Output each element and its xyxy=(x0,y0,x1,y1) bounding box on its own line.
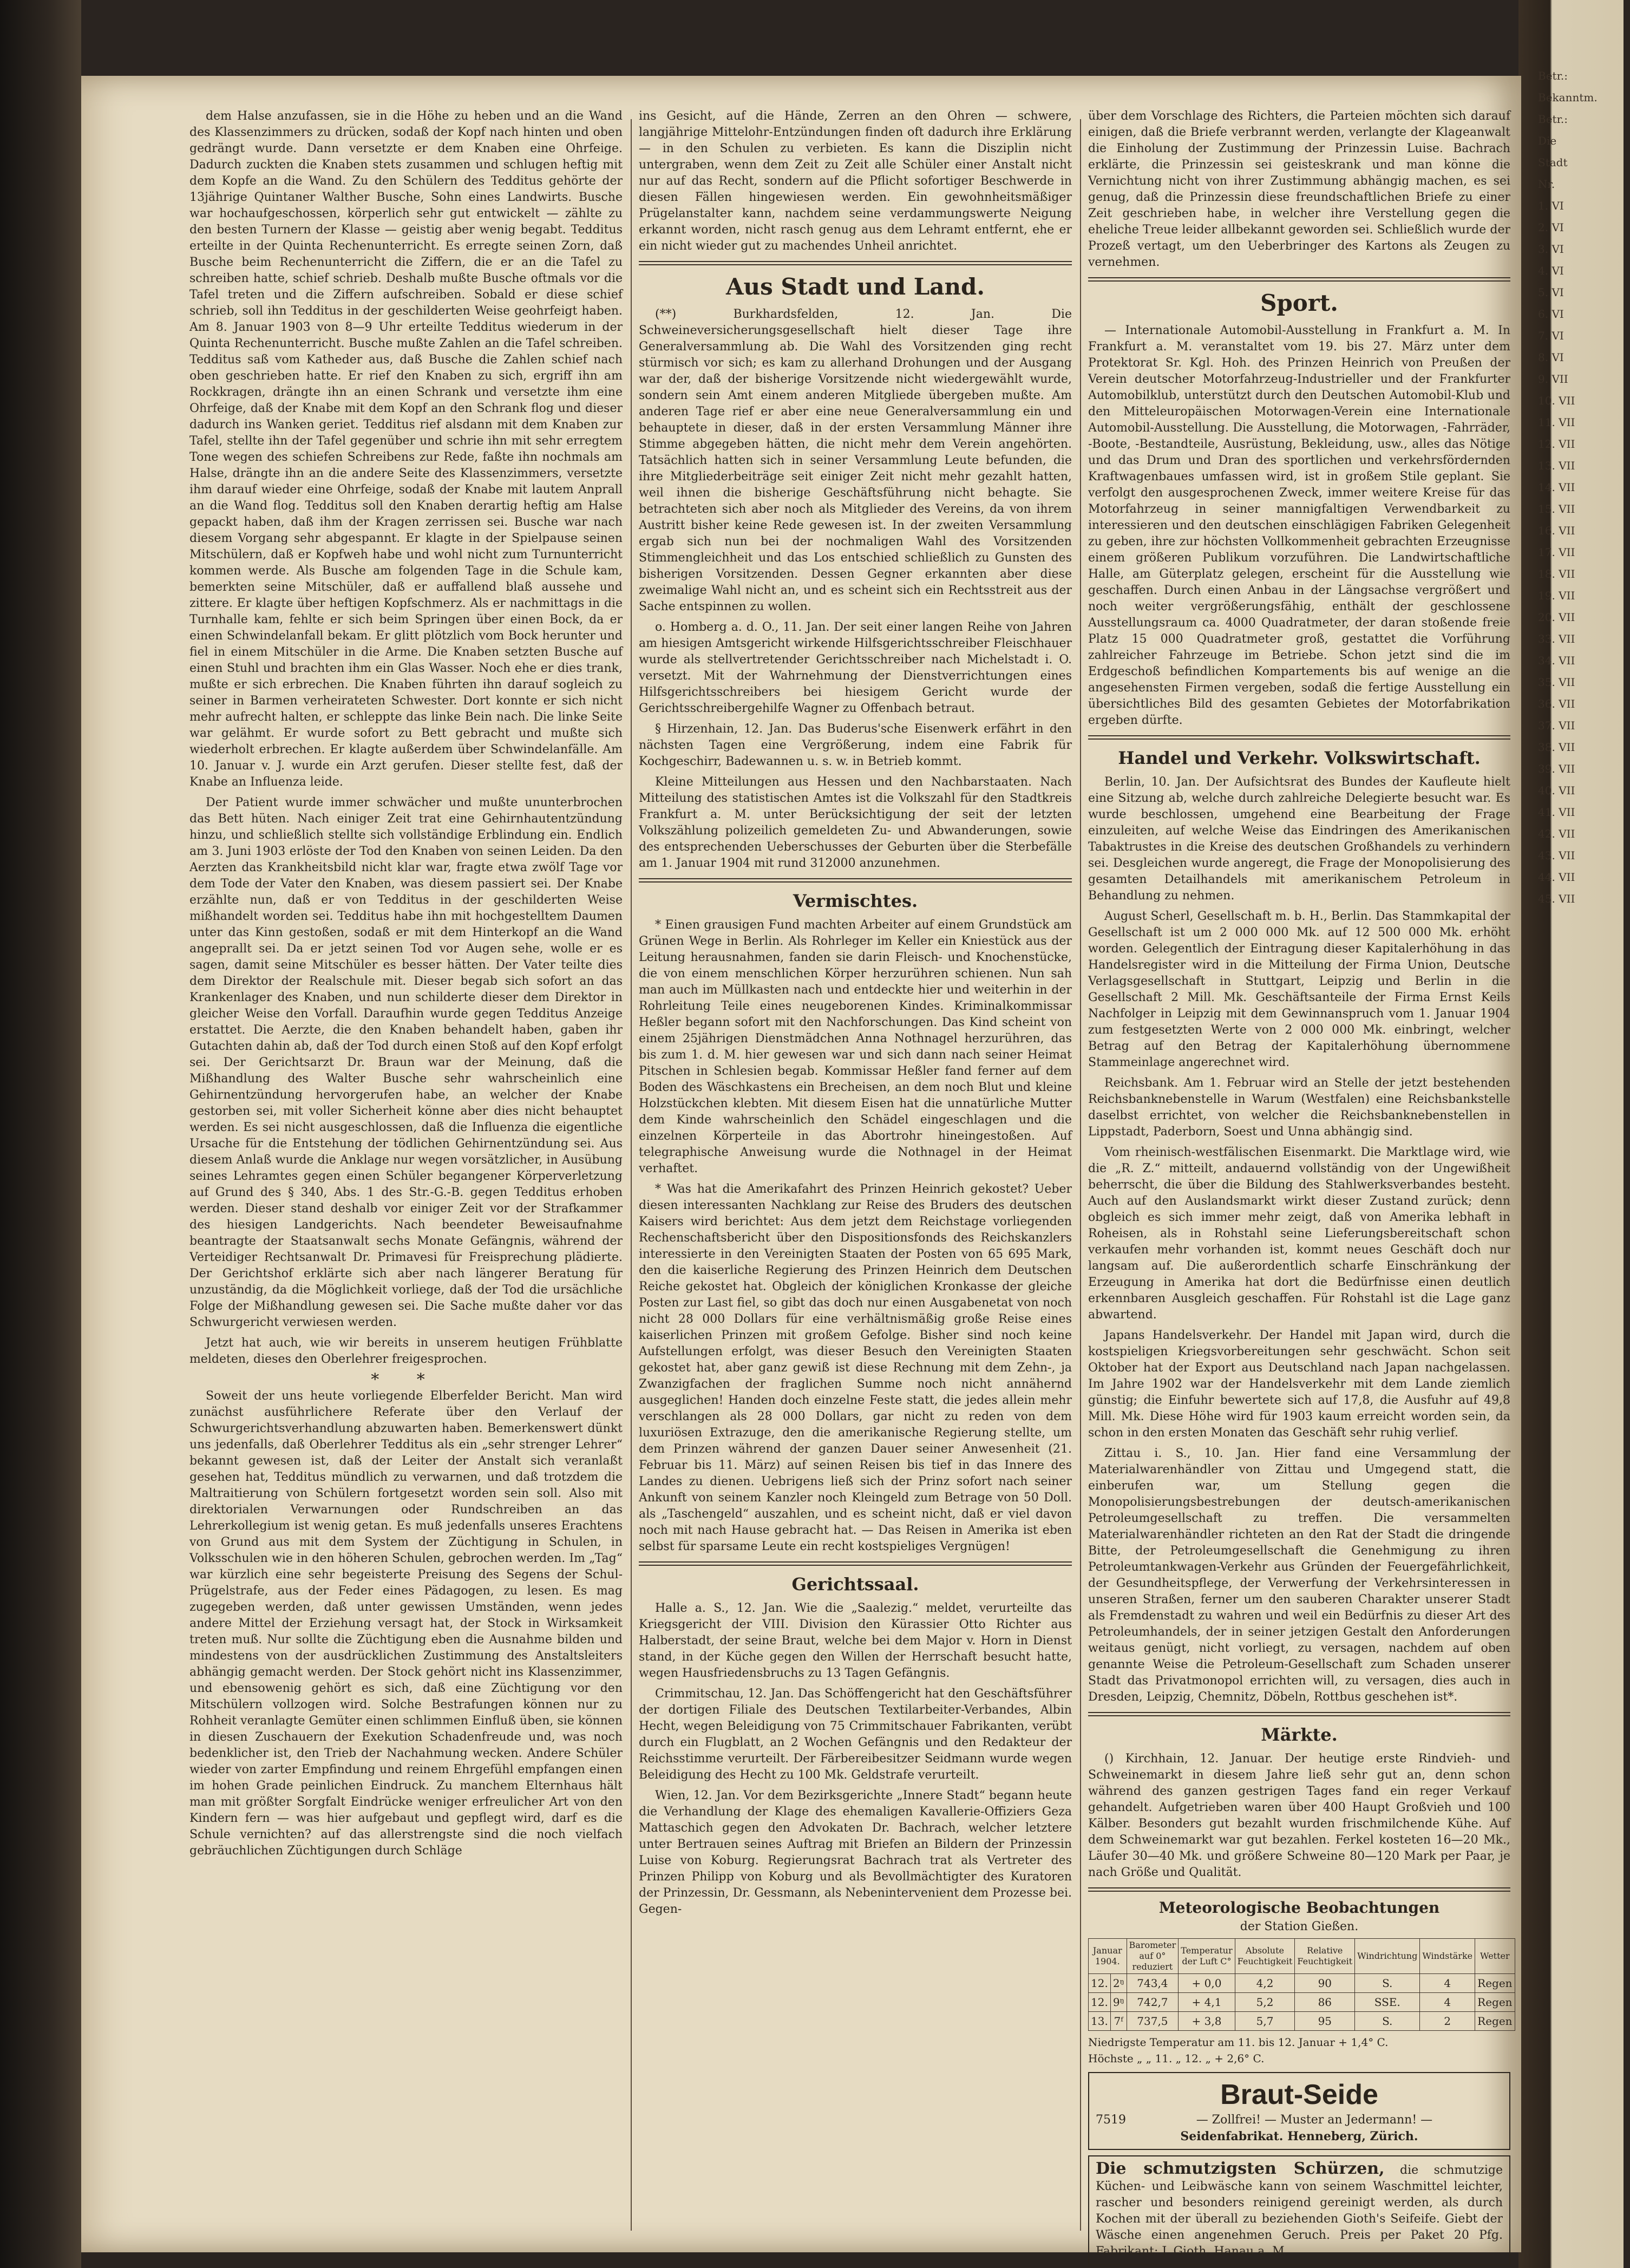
news-item: — Internationale Automobil-Ausstellung in Frankfurt a. M. In Frankfurt a. M. veranstaltet vom 19. bis 27. März unter dem Protektorat Sr. Kgl. Hoh. des Prinzen Heinrich von Preußen der Verein deutscher Motorfahrzeug-Industrieller und der Frankfurter Automobilklub, unterstützt durch den Deutschen Automobil-Klub und den Mitteleuropäischen Motorwagen-Verein eine Internationale Automobil-Ausstellung. Die Ausstellung, die Motorwagen, -Fahrräder, -Boote, -Bestandteile, Ausrüstung, Bekleidung, usw., alles das Nötige und das Drum und Dran des sportlichen und verkehrsfördernden Kraftwagenbaues umfassen wird, ist in großem Stile geplant. Sie verfolgt den ausgesprochenen Zweck, immer weitere Kreise für das Motorfahrzeug in seiner mannigfaltigen Verwendbarkeit zu interessieren und den deutschen einschlägigen Fabriken Gelegenheit zu geben, ihre zur höchsten Vollkommenheit gebrachten Erzeugnisse einem größeren Publikum vorzuführen. Die Landwirtschaftliche Halle, am Güterplatz gelegen, erscheint für die Ausstellung wie geschaffen. Durch einen Anbau in der Längsachse vergrößert und noch weiter vergrößerungsfähig, enthält der geschlossene Ausstellungsraum ca. 4000 Quadratmeter, der daran stoßende freie Platz 15 000 Quadratmeter groß, gestattet die Vorführung zahlreicher Fahrzeuge im Betriebe. Schon jetzt sind die im Erdgeschoß befindlichen Kompartements bis auf wenige an die angesehensten Firmen vergeben, sodaß die fertige Ausstellung ein übersichtliches Bild des gesamten Gebietes der Motorfabrikation ergeben dürfte. xyxy=(1088,324,1510,727)
weather-row xyxy=(1089,2012,1515,2031)
news-item: Japans Handelsverkehr. Der Handel mit Japan wird, durch die kostspieligen Kriegsvorbereitungen sehr geschwächt. Schon seit Oktober hat der Export aus Deutschland nach Japan nachgelassen. Im Jahre 1902 war der Handelsverkehr mit dem Lande ziemlich günstig; die Einfuhr bewertete sich auf 17,8, die Ausfuhr auf 49,8 Mill. Mk. Diese Höhe wird für 1903 kaum erreicht worden sein, da schon in den ersten Monaten das Geschäft sehr ruhig verlief. xyxy=(1088,1329,1510,1440)
margin-fragment: 11. VII xyxy=(1538,416,1575,429)
weather-cell: 95 xyxy=(1295,2012,1355,2031)
weather-cell: 2 xyxy=(1420,2012,1475,2031)
weather-row xyxy=(1089,1974,1515,1993)
margin-fragment: 39. VII xyxy=(1538,762,1575,775)
weather-column-header: Windrichtung xyxy=(1355,1939,1420,1974)
weather-cell: + 3,8 xyxy=(1179,2012,1235,2031)
weather-cell: + 0,0 xyxy=(1179,1974,1235,1993)
advertisement-braut-seide xyxy=(1088,2072,1510,2150)
weather-cell: Regen xyxy=(1475,2012,1515,2031)
weather-subtitle: der Station Gießen. xyxy=(1240,1920,1359,1933)
news-item: Crimmitschau, 12. Jan. Das Schöffengericht hat den Geschäftsführer der dortigen Filiale des Deutschen Textilarbeiter-Verbandes, Albin Hecht, wegen Beleidigung von 75 Crimmitschauer Fabrikanten, verübt durch ein Flugblatt, an 2 Wochen Gefängnis und den Redakteur der Reichsstimme verurteilt. Der Färbereibesitzer Seidmann wurde wegen Beleidigung des Hecht zu 100 Mk. Geldstrafe verurteilt. xyxy=(639,1687,1072,1782)
weather-cell: S. xyxy=(1355,2012,1420,2031)
weather-cell: 12. xyxy=(1089,1993,1111,2012)
ad-number: 7519 xyxy=(1096,2113,1126,2127)
next-page-edge xyxy=(1518,0,1624,2268)
news-item: Reichsbank. Am 1. Februar wird an Stelle der jetzt bestehenden Reichsbanknebenstelle in Warum (Westfalen) eine Reichsbankstelle daselbst errichtet, von welcher die Reichsbanknebenstellen in Lippstadt, Paderborn, Soest und Unna abhängig sind. xyxy=(1088,1076,1510,1139)
news-item: § Hirzenhain, 12. Jan. Das Buderus'sche Eisenwerk erfährt in den nächsten Tagen eine Vergrößerung, indem eine Fabrik für Kochgeschirr, Badewannen u. s. w. in Betrieb kommt. xyxy=(639,722,1072,768)
col1-commentary xyxy=(189,1388,623,1859)
weather-row xyxy=(1089,1993,1515,2012)
market-news xyxy=(1088,1751,1510,1881)
margin-fragment: 17. VII xyxy=(1538,546,1575,559)
trade-news xyxy=(1088,774,1510,1705)
ad-title: Braut-Seide xyxy=(1220,2079,1378,2110)
section-heading-local: Aus Stadt und Land. xyxy=(725,273,985,300)
margin-fragment: 2. VI xyxy=(1538,221,1564,234)
weather-cell: 5,2 xyxy=(1235,1993,1295,2012)
margin-fragment: 6. VI xyxy=(1538,308,1564,321)
article-paragraph: dem Halse anzufassen, sie in die Höhe zu heben und an die Wand des Klassenzimmers zu drücken, sodaß der Kopf nach hinten und oben gedrängt wurde. Dann versetzte er dem Knaben eine Ohrfeige. Dadurch zuckten die Knaben stets zusammen und schlugen heftig mit dem Kopfe an die Wand. Zu den Schülern des Tedditus gehörte der 13jährige Quintaner Walther Busche, Sohn eines Landwirts. Busche war hochaufgeschossen, körperlich sehr gut entwickelt — zählte zu den besten Turnern der Klasse — geistig aber wenig begabt. Tedditus erteilte in der Quinta Rechenunterricht. Es erregte seinen Zorn, daß Busche beim Rechenunterricht die Ziffern, die er an die Tafel zu schreiben hatte, schief schrieb. Deshalb mußte Busche oftmals vor die Tafel treten und die Ziffern aufschreiben. Sobald er diese schief schrieb, soll ihn Tedditus in der geschilderten Weise geohrfeigt haben. Am 8. Januar 1903 von 8—9 Uhr erteilte Tedditus wiederum in der Quinta Rechenunterricht. Busche mußte Zahlen an die Tafel schreiben. Tedditus saß vom Katheder aus, daß Busche die Zahlen schief nach oben geschrieben hatte. Er rief den Knaben zu sich, ergriff ihn am Rockkragen, drängte ihn an einen Schrank und versetzte ihm eine Ohrfeige, daß der Knabe mit dem Kopf an den Schrank flog und dieser dadurch ins Wanken geriet. Tedditus rief alsdann mit dem Knaben zur Tafel, stellte ihn der Tafel gegenüber und schrie ihn mit sehr erregtem Tone wegen des schiefen Schreibens zur Rede, faßte ihn nochmals am Halse, drängte ihn an die andere Seite des Klassenzimmers, versetzte ihm darauf wieder eine Ohrfeige, sodaß der Knabe mit lautem Anprall an die Wand flog. Tedditus soll den Knaben derartig heftig am Halse gepackt haben, daß ihm der Kragen zerrissen sei. Busche war nach diesem Vorgang sehr abgespannt. Er klagte in der Spielpause seinen Mitschülern, daß er Kopfweh habe und wohl nicht zum Turnunterricht kommen werde. Als Busche am folgenden Tage in die Schule kam, bemerkten seine Mitschüler, daß er auffallend blaß aussehe und zittere. Er klagte über heftigen Kopfschmerz. Als er nachmittags in die Turnhalle kam, fehlte er sich beim Springen über einen Bock, da er einen Schwindelanfall bekam. Er glitt plötzlich vom Bock herunter und fiel in einem Mitschüler in die Arme. Die Knaben setzten Busche auf einen Stuhl und brachten ihm ein Glas Wasser. Noch ehe er dies trank, mußte er sich erbrechen. Die Knaben führten ihn darauf sogleich zu seiner in Barmen verheirateten Schwester. Dort konnte er sich nicht mehr aufrecht halten, er schleppte das linke Bein nach. Die linke Seite war gelähmt. Er wurde sofort zu Bett gebracht und mußte sich wiederholt erbrechen. Er klagte außerdem über Schwindelanfälle. Am 10. Januar v. J. wurde ein Arzt gerufen. Dieser stellte fest, daß der Knabe an Influenza leide. xyxy=(189,109,623,789)
col1-article xyxy=(189,108,623,1368)
weather-cell: 737,5 xyxy=(1127,2012,1179,2031)
weather-column-header: Relative Feuchtigkeit xyxy=(1295,1939,1355,1974)
section-rule xyxy=(1088,735,1510,740)
margin-fragment: Stadt xyxy=(1538,156,1568,169)
news-item: Berlin, 10. Jan. Der Aufsichtsrat des Bundes der Kaufleute hielt eine Sitzung ab, welche durch zahlreiche Delegierte besucht war. Es wurde beschlossen, umgehend eine Bearbeitung der Frage einzuleiten, auf welche Weise das Eindringen des Amerikanischen Tabaktrustes in die Kreise des deutschen Großhandels zu verhindern sei. Desgleichen wurde angeregt, die Frage der Monopolisierung des gesamten Detailhandels mit amerikanischem Petroleum in Behandlung zu nehmen. xyxy=(1088,775,1510,903)
court-news xyxy=(639,1600,1072,1918)
margin-fragment: 15. VII xyxy=(1538,502,1575,515)
section-rule xyxy=(639,261,1072,265)
section-rule xyxy=(1088,277,1510,282)
weather-column-header: Januar 1904. xyxy=(1089,1939,1127,1974)
news-item: Halle a. S., 12. Jan. Wie die „Saalezig.“ meldet, verurteilte das Kriegsgericht der VIII. Division den Kürassier Otto Richter aus Halberstadt, der seine Braut, welche bei dem Major v. Horn in Dienst stand, in der Küche gegen den Willen der Herrschaft besucht hatte, wegen Hausfriedensbruchs zu 13 Tagen Gefängnis. xyxy=(639,1602,1072,1680)
weather-cell: 4,2 xyxy=(1235,1974,1295,1993)
news-item: Wien, 12. Jan. Vor dem Bezirksgerichte „Innere Stadt“ begann heute die Verhandlung der Klage des ehemaligen Kavallerie-Offiziers Geza Mattaschich gegen den Advokaten Dr. Bachrach, welcher letztere unter Bertrauen seines Auftrag mit Briefen an Bildern der Prinzessin Luise von Koburg. Regierungsrat Bachrach trat als Vertreter des Prinzen Philipp von Koburg und als Bevollmächtigter des Kuratoren der Prinzessin, Dr. Gessmann, als Nebenintervenient dem Prozesse bei. Gegen- xyxy=(639,1789,1072,1916)
weather-cell: 7ᶠ xyxy=(1110,2012,1127,2031)
weather-cell: 743,4 xyxy=(1127,1974,1179,1993)
weather-table xyxy=(1088,1938,1515,2031)
section-rule xyxy=(1088,1712,1510,1716)
margin-fragment: 13. VII xyxy=(1538,459,1575,472)
margin-fragment: 41. VII xyxy=(1538,806,1575,819)
margin-fragment: 45. VII xyxy=(1538,892,1575,905)
news-item: o. Homberg a. d. O., 11. Jan. Der seit einer langen Reihe von Jahren am hiesigen Amtsgericht wirkende Hilfsgerichtsschreiber Fleischhauer wurde als stellvertretender Gerichtsschreiber nach Michelstadt i. O. versetzt. Mit der Wahrnehmung der Dienstverrichtungen eines Hilfsgerichtsschreibers bei hiesigem Gericht wurde der Gerichtsschreibergehilfe Wagner zu Offenbach betraut. xyxy=(639,620,1072,715)
weather-footer-min: Niedrigste Temperatur am 11. bis 12. Januar + 1,4° C. xyxy=(1088,2036,1389,2049)
news-item: (**) Burkhardsfelden, 12. Jan. Die Schweineversicherungsgesellschaft hielt dieser Tage ihre Generalversammlung ab. Die Wahl des Vorsitzenden ging recht stürmisch vor sich; es kam zu allerhand Drohungen und der Ausgang war der, daß der bisherige Vorsitzende nicht wiedergewählt wurde, sondern sein Amt einem anderen Mitgliede übergeben mußte. Am anderen Tage rief er aber eine neue Generalversammlung ein und behauptete in dieser, daß in der ersten Versammlung Männer ihre Stimme abgegeben hätten, die nicht mehr dem Verein angehörten. Tatsächlich hatten sich in seiner Versammlung Leute befunden, die ihre Mitgliederbeiträge seit einiger Zeit nicht mehr gezahlt hatten, weil ihnen die bisherige Geschäftsführung nicht behagte. Sie betrachteten sich aber noch als Mitglieder des Vereins, da von ihrem Austritt bisher keine Rede gewesen ist. In der zweiten Versammlung ergab sich nun bei der nochmaligen Wahl des Vorsitzenden Stimmengleichheit und das Los entschied schließlich zu Gunsten des bisherigen Vorsitzenden. Dessen Gegner erkannten aber diese zweimalige Wahl nicht an, und es scheint sich ein Rechtsstreit aus der Sache entspinnen zu wollen. xyxy=(639,308,1072,613)
section-rule xyxy=(639,878,1072,883)
weather-cell: 4 xyxy=(1420,1974,1475,1993)
margin-fragment: 44. VII xyxy=(1538,871,1575,884)
news-item: * Einen grausigen Fund machten Arbeiter auf einem Grundstück am Grünen Wege in Berlin. Als Rohrleger im Keller ein Kniestück aus der Leitung herausnahmen, fanden sie darin Fleisch- und Knochenstücke, die von einem menschlichen Körper herzurühren schienen. Nun sah man auch im Müllkasten nach und entdeckte hier und weiterhin in der Rohrleitung Teile eines neugeborenen Kindes. Kriminalkommissar Heßler begann sofort mit den Nachforschungen. Das Kind scheint von einem 25jährigen Dienstmädchen Anna Nothnagel herzurühren, das bis zum 1. d. M. hier gewesen war und sich dann nach seiner Heimat Pitschen in Schlesien begab. Kommissar Heßler fand ferner auf dem Boden des Wäschkastens ein Brecheisen, an dem noch Blut und kleine Holzstückchen klebten. Mit diesem Eisen hat die unnatürliche Mutter dem Kinde wahrscheinlich den Schädel eingeschlagen und die einzelnen Körperteile in das Abortrohr hineingestoßen. Auf telegraphische Anweisung wurde die Nothnagel in der Heimat verhaftet. xyxy=(639,918,1072,1175)
ad-line-2: Seidenfabrikat. Henneberg, Zürich. xyxy=(1180,2129,1418,2143)
local-news xyxy=(639,306,1072,872)
weather-cell: 742,7 xyxy=(1127,1993,1179,2012)
weather-cell: 9ᵑ xyxy=(1110,1993,1127,2012)
col3-intro: über dem Vorschlage des Richters, die Parteien möchten sich darauf einigen, daß die Briefe verbrannt werden, verlangte der Klageanwalt die Einholung der Zustimmung der Prinzessin Luise. Bachrach erklärte, die Prinzessin sei geisteskrank und man könne die Vernichtung nicht von ihrer Zustimmung abhängig machen, es sei genug, daß die Prinzessin diese freundschaftlichen Briefe zu einer Zeit geschrieben habe, in welcher ihre Verstellung gegen die eheliche Treue leider allbekannt geworden sei. Schließlich wurde der Prozeß vertagt, um den Ueberbringer des Kartons als Zeugen zu vernehmen. xyxy=(1088,109,1510,269)
news-item: August Scherl, Gesellschaft m. b. H., Berlin. Das Stammkapital der Gesellschaft ist um 2 000 000 Mk. auf 12 500 000 Mk. erhöht worden. Gelegentlich der Eintragung dieser Kapitalerhöhung in das Handelsregister wird in die Mitteilung der Firma Union, Deutsche Verlagsgesellschaft in Stuttgart, Leipzig und Berlin in die Gesellschaft 2 Mill. Mk. Geschäftsanteile der Firma Ernst Keils Nachfolger in Leipzig mit dem Gewinnanspruch vom 1. Januar 1904 zum festgesetzten Werte von 2 000 000 Mk. einbringt, welcher Betrag auf den Betrag der Kapitalerhöhung übernommene Stammeinlage angerechnet wird. xyxy=(1088,910,1510,1069)
next-page-margin-text xyxy=(1538,65,1630,910)
newspaper-page xyxy=(81,76,1521,2258)
news-item: () Kirchhain, 12. Januar. Der heutige erste Rindvieh- und Schweinemarkt in diesem Jahre ließ sehr gut an, denn schon während des ganzen gestrigen Tages fand ein reger Verkauf gehandelt. Aufgetrieben waren über 400 Haupt Großvieh und 100 Kälber. Besonders gut bezahlt wurden frischmilchende Kühe. Auf dem Schweinemarkt war gut bezahlen. Ferkel kosteten 16—20 Mk., Läufer 30—40 Mk. und größere Schweine 80—120 Mark per Paar, je nach Größe und Qualität. xyxy=(1088,1752,1510,1879)
margin-fragment: 38. VII xyxy=(1538,741,1575,754)
misc-news xyxy=(639,917,1072,1555)
margin-fragment: 5. VI xyxy=(1538,286,1564,299)
column-3 xyxy=(1088,108,1513,2258)
weather-cell: Regen xyxy=(1475,1974,1515,1993)
margin-fragment: 20. VII xyxy=(1538,611,1575,624)
margin-fragment: Betr.: xyxy=(1538,113,1568,126)
margin-fragment: 16. VII xyxy=(1538,524,1575,537)
article-paragraph: Der Patient wurde immer schwächer und mußte ununterbrochen das Bett hüten. Nach einiger Zeit trat eine Gehirnhautentzündung hinzu, und schließlich stellte sich vollständige Erblindung ein. Endlich am 3. Juni 1903 erlöste der Tod den Knaben von seinen Leiden. Da den Aerzten das Krankheitsbild nicht klar war, fragte etwa zwölf Tage vor dem Tode der Vater den Knaben, was diesem passiert sei. Der Knabe erzählte nun, daß er von Tedditus in der geschilderten Weise mißhandelt worden sei. Tedditus habe ihn mit hochgestelltem Daumen unter das Kinn gestoßen, sodaß er mit dem Hinterkopf an die Wand angeprallt sei. Da er jetzt seinen Tod vor Augen sehe, wolle er es sagen, damit seine Mitschüler es besser hätten. Der Vater teilte dies dem Direktor der Realschule mit. Dieser begab sich sofort an das Krankenlager des Knaben, und nun schilderte dieser dem Direktor in gleicher Weise den Vorfall. Daraufhin wurde gegen Tedditus Anzeige erstattet. Die Aerzte, die den Knaben behandelt haben, gaben ihr Gutachten dahin ab, daß der Tod durch einen Stoß auf den Kopf erfolgt sei. Der Gerichtsarzt Dr. Braun war der Meinung, daß die Mißhandlung des Walter Busche sehr wahrscheinlich eine Gehirnentzündung hervorgerufen habe, an welcher der Knabe gestorben sei, mit voller Sicherheit könne aber dies nicht behauptet werden. Es sei nicht ausgeschlossen, daß die Influenza die eigentliche Ursache für die Entstehung der tödlichen Gehirnentzündung sei. Aus diesem Anlaß wurde die Anklage nur wegen vorsätzlicher, in Ausübung seines Lehramtes gegen einen Schüler begangener Körperverletzung auf Grund des § 340, Abs. 1 des Str.-G.-B. gegen Tedditus erhoben werden. Dieser stand deshalb vor einiger Zeit vor der Strafkammer des hiesigen Landgerichts. Nach beendeter Beweisaufnahme beantragte der Staatsanwalt sechs Monate Gefängnis, während der Verteidiger Rechtsanwalt Dr. Primavesi für Freisprechung plädierte. Der Gerichtshof erklärte sich aber nach längerer Beratung für unzuständig, da die Möglichkeit vorliege, daß der Tod die ursächliche Folge der Mißhandlung gewesen sei. Die Sache mußte daher vor das Schwurgericht verwiesen werden. xyxy=(189,796,623,1329)
weather-column-header: Absolute Feuchtigkeit xyxy=(1235,1939,1295,1974)
col2-intro: ins Gesicht, auf die Hände, Zerren an den Ohren — schwere, langjährige Mittelohr-Entzündungen finden oft dadurch ihre Erklärung — in den Schulen zu verbieten. Es kann die Disziplin nicht untergraben, wenn dem Zeit zu Zeit alle Schüler einer Anstalt nicht nur auf das Recht, sondern auf die Pflicht sofortiger Beschwerde in diesen Fällen hingewiesen werden. Ein gewohnheitsmäßiger Prügelanstalter kann, nachdem seine verdammungswerte Neigung erkannt worden, nicht rasch genug aus dem Lehramt entfernt, ehe er ein nicht wieder gut zu machendes Unheil anrichtet. xyxy=(639,109,1072,253)
margin-fragment: 1. VI xyxy=(1538,199,1564,212)
margin-fragment: 19. VII xyxy=(1538,589,1575,602)
margin-fragment: 4. VI xyxy=(1538,264,1564,277)
weather-cell: 12. xyxy=(1089,1974,1111,1993)
section-heading-markets: Märkte. xyxy=(1261,1724,1338,1745)
column-rule xyxy=(1080,119,1081,2231)
margin-fragment: 37. VII xyxy=(1538,719,1575,732)
weather-column-header: Barometer auf 0° reduziert xyxy=(1127,1939,1179,1974)
margin-fragment: 14. VII xyxy=(1538,481,1575,494)
ad-line-1: — Zollfrei! — Muster an Jedermann! — xyxy=(1196,2113,1433,2127)
article-paragraph: Soweit der uns heute vorliegende Elberfelder Bericht. Man wird zunächst ausführlichere Referate über den Verlauf der Schwurgerichtsverhandlung abzuwarten haben. Bemerkenswert dünkt uns jedenfalls, daß Oberlehrer Tedditus als ein „sehr strenger Lehrer“ bekannt gewesen ist, daß der Leiter der Anstalt sich veranlaßt gesehen hat, Tedditus mündlich zu verwarnen, und daß trotzdem die Maltraitierung von Schülern fortgesetzt worden sein soll. Also mit direktorialen Verwarnungen oder Rundschreiben an das Lehrerkollegium ist wenig getan. Es muß jedenfalls unseres Erachtens von Grund aus mit dem System der Züchtigung in Schulen, in Volksschulen wie in den höheren Schulen, gebrochen werden. Im „Tag“ war kürzlich eine sehr begeisterte Preisung des Segens der Schul-Prügelstrafe, aus der Feder eines Pädagogen, zu lesen. Es mag zugegeben werden, daß unter gewissen Umständen, wenn jedes andere Mittel der Erziehung versagt hat, der Stock in Wirksamkeit treten muß. Nur sollte die Züchtigung eben die Ausnahme bilden und mindestens von der ausdrücklichen Zustimmung des Anstaltsleiters abhängig gemacht werden. Der Stock gehört nicht ins Klassenzimmer, und ebensowenig gehört es sich, daß eine Züchtigung vor den Mitschülern vollzogen wird. Solche Bestrafungen können nur zu Rohheit veranlagte Gemüter einen schlimmen Einfluß üben, sie können in diesen Zuschauern der Exekution Schadenfreude und, was noch bedenklicher ist, den Trieb der Nachahmung wecken. Andere Schüler wieder von zarter Empfindung und reinem Ehrgefühl empfangen einen im hohen Grade peinlichen Eindruck. Zu manchem Elternhaus hält man mit größter Sorgfalt Eindrücke weniger erfreulicher Art von den Kindern fern — was hier aufgebaut und gepflegt wird, darf es die Schule vernichten? auf das allerstrengste sind die noch vielfach gebräuchlichen Züchtigungen durch Schläge xyxy=(189,1389,623,1858)
margin-fragment: 10. VII xyxy=(1538,394,1575,407)
margin-fragment: 43. VII xyxy=(1538,849,1575,862)
section-divider-stars: * * xyxy=(371,1370,441,1389)
weather-cell: Regen xyxy=(1475,1993,1515,2012)
section-heading-sport: Sport. xyxy=(1260,290,1338,316)
weather-cell: 4 xyxy=(1420,1993,1475,2012)
weather-cell: 5,7 xyxy=(1235,2012,1295,2031)
weather-cell: 2ᵑ xyxy=(1110,1974,1127,1993)
section-heading-court: Gerichtssaal. xyxy=(791,1574,919,1594)
margin-fragment: Nr. xyxy=(1538,178,1555,191)
news-item: Zittau i. S., 10. Jan. Hier fand eine Versammlung der Materialwarenhändler von Zittau und Umgegend statt, die einberufen war, um Stellung gegen die Monopolisierungsbestrebungen der deutsch-amerikanischen Petroleumgesellschaft zu treffen. Die versammelten Materialwarenhändler richteten an den Rat der Stadt die dringende Bitte, der Petroleumgesellschaft die Genehmigung zu ihren Petroleumtankwagen-Verkehr aus Gründen der Feuergefährlichkeit, der Gesundheitspflege, der Verwerfung der Verkehrsinteressen in unseren Straßen, ferner um den sauberen Charakter unserer Stadt als Fremdenstadt zu wahren und weil ein Bedürfnis zu dieser Art des Petroleumhandels, der in seiner jetzigen Gestalt den Anforderungen weitaus genügt, nicht vorliegt, zu versagen, nachdem auf oben genannte Weise die Petroleum-Gesellschaft zum Schaden unserer Stadt das Privatmonopol errichten will, zu versagen, dies auch in Dresden, Leipzig, Chemnitz, Döbeln, Rottbus geschehen ist*. xyxy=(1088,1447,1510,1704)
weather-column-header: Temperatur der Luft C° xyxy=(1179,1939,1235,1974)
ad2-text: die schmutzige Küchen- und Leibwäsche kann von seinem Waschmittel leichter, rascher und besonders reinigend gereinigt werden, als durch Kochen mit der überall zu beziehenden Gioth's Seifeife. Giebt der Wäsche einen angenehmen Geruch. Preis per Paket 20 Pfg. Fabrikant: J. Gioth, Hanau a. M. xyxy=(1096,2164,1503,2258)
weather-cell: 86 xyxy=(1295,1993,1355,2012)
weather-box xyxy=(1088,1898,1513,2067)
weather-cell: S. xyxy=(1355,1974,1420,1993)
column-1 xyxy=(189,108,623,2241)
margin-fragment: 7. VI xyxy=(1538,329,1564,342)
margin-fragment: 9. VII xyxy=(1538,372,1568,385)
section-rule xyxy=(639,1561,1072,1566)
article-paragraph: Jetzt hat auch, wie wir bereits in unserem heutigen Frühblatte meldeten, dieses den Oberlehrer freigesprochen. xyxy=(189,1336,623,1366)
margin-fragment: 42. VII xyxy=(1538,827,1575,840)
margin-fragment: Die xyxy=(1538,134,1557,147)
section-rule xyxy=(1088,1887,1510,1892)
weather-cell: 13. xyxy=(1089,2012,1111,2031)
margin-fragment: 35. VII xyxy=(1538,676,1575,689)
weather-column-header: Windstärke xyxy=(1420,1939,1475,1974)
margin-fragment: 36. VII xyxy=(1538,697,1575,710)
margin-fragment: Betr.: xyxy=(1538,69,1568,82)
weather-footer-max: Höchste „ „ 11. „ 12. „ + 2,6° C. xyxy=(1088,2052,1265,2065)
section-heading-trade: Handel und Verkehr. Volkswirtschaft. xyxy=(1118,748,1481,768)
weather-cell: SSE. xyxy=(1355,1993,1420,2012)
column-rule xyxy=(631,119,632,2231)
margin-fragment: 33. VII xyxy=(1538,632,1575,645)
ad2-title: Die schmutzigsten Schürzen, xyxy=(1096,2159,1385,2178)
margin-fragment: 18. VII xyxy=(1538,567,1575,580)
margin-fragment: 12. VII xyxy=(1538,437,1575,450)
margin-fragment: 3. VI xyxy=(1538,243,1564,256)
news-item: Kleine Mitteilungen aus Hessen und den Nachbarstaaten. Nach Mitteilung des statistischen Amtes ist die Volkszahl für den Stadtkreis Frankfurt a. M. unter Berücksichtigung der seit der letzten Volkszählung polizeilich gemeldeten Zu- und Abwanderungen, sowie des entsprechenden Ueberschusses der Geburten über die Sterbefälle am 1. Januar 1904 mit rund 312000 anzunehmen. xyxy=(639,775,1072,870)
weather-cell: 90 xyxy=(1295,1974,1355,1993)
weather-cell: + 4,1 xyxy=(1179,1993,1235,2012)
weather-title: Meteorologische Beobachtungen xyxy=(1158,1899,1440,1917)
book-binding-left xyxy=(0,0,81,2268)
margin-fragment: 40. VII xyxy=(1538,784,1575,797)
advertisement-schuerzen xyxy=(1088,2155,1510,2265)
news-item: * Was hat die Amerikafahrt des Prinzen Heinrich gekostet? Ueber diesen interessanten Nachklang zur Reise des Bruders des deutschen Kaisers wird berichtet: Aus dem jetzt dem Reichstage vorliegenden Rechenschaftsbericht über den Dispositionsfonds des Reichskanzlers interessierte in den Vereinigten Staaten der Posten von 65 695 Mark, den die kaiserliche Regierung des Prinzen Heinrich dem Deutschen Reiche gekostet hat. Obgleich der königlichen Kronkasse der gleiche Posten zur Last fiel, so gibt das doch nur einen Ausgabenetat von noch nicht 28 000 Dollars für eine verhältnismäßig große Reise eines kaiserlichen Prinzen mit großem Gefolge. Bisher sind noch keine Aufstellungen erfolgt, was dieser Besuch den Vereinigten Staaten gekostet hat, aber ganz gewiß ist diese Rechnung mit dem Zehn-, ja Zwanzigfachen der fraglichen Summe noch nicht annähernd ausgeglichen! Handen doch einzelne Feste statt, die jedes allein mehr verschlangen als 28 000 Dollars, gar nicht zu reden von dem luxuriösen Extrazuge, den die amerikanische Regierung stellte, um dem Prinzen während der ganzen Dauer seiner Anwesenheit (21. Februar bis 11. März) auf seinen Reisen bis tief in das Innere des Landes zu dienen. Uebrigens ließ sich der Prinz sofort nach seiner Ankunft von seinem Kanzler noch Kleingeld zum Betrage von 50 Doll. als „Taschengeld“ auszahlen, und es scheint nicht, daß er viel davon noch mit nach Hause gebracht hat. — Das Reisen in Amerika ist eben selbst für sparsame Leute ein recht kostspieliges Vergnügen! xyxy=(639,1182,1072,1553)
sport-news xyxy=(1088,323,1510,729)
news-item: Vom rheinisch-westfälischen Eisenmarkt. Die Marktlage wird, wie die „R. Z.“ mitteilt, andauernd vollständig von der Ungewißheit beherrscht, die über die Bildung des Stahlwerksverbandes besteht. Auch auf den Auslandsmarkt wirkt dieser Zustand zurück; denn obgleich es sich immer mehr zeigt, daß von Amerika lebhaft in Roheisen, als in Rohstahl seine Lieferungsbereitschaft schon verkaufen mehr vorhanden ist, kommt neues Geschäft doch nur langsam auf. Die außerordentlich scharfe Einschränkung der Erzeugung in Amerika hat dort die Bedürfnisse einen deutlich erkennbaren Ausgleich geschaffen. Für Rohstahl ist die Lage ganz abwartend. xyxy=(1088,1146,1510,1322)
weather-column-header: Wetter xyxy=(1475,1939,1515,1974)
column-2 xyxy=(639,108,1072,2241)
section-heading-misc: Vermischtes. xyxy=(793,891,918,911)
margin-fragment: 8. VI xyxy=(1538,351,1564,364)
margin-fragment: 34. VII xyxy=(1538,654,1575,667)
margin-fragment: Bekanntm. xyxy=(1538,91,1598,104)
